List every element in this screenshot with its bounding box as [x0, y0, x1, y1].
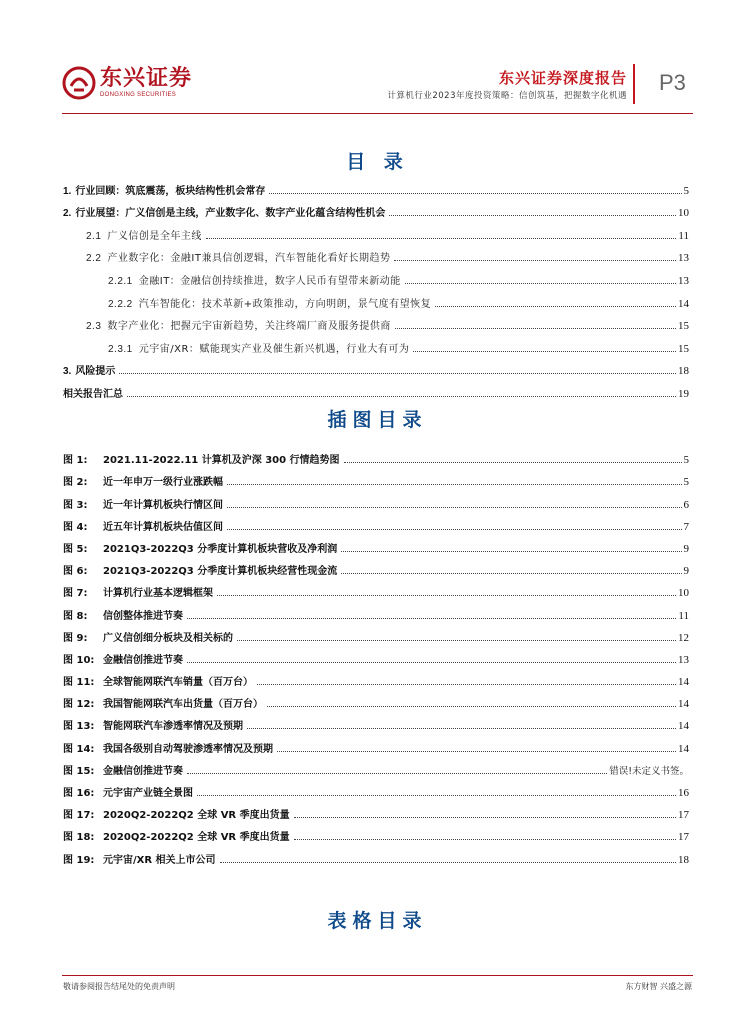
figure-caption: 信创整体推进节奏: [103, 610, 183, 622]
toc-entry-page: 13: [678, 252, 689, 265]
toc-entry-label: 产业数字化：金融IT兼具信创逻辑，汽车智能化看好长期趋势: [107, 253, 391, 265]
figure-page: 17: [678, 809, 689, 822]
toc-entry-number: 2.: [63, 208, 72, 220]
figure-page: 5: [683, 476, 689, 489]
toc-entry[interactable]: [63, 242, 689, 265]
dot-leader: [119, 373, 676, 374]
figure-caption: 2020Q2-2022Q2 全球 VR 季度出货量: [103, 810, 290, 822]
toc-entry-page: 13: [678, 274, 689, 287]
figure-page: 10: [678, 587, 689, 600]
figure-page: 6: [683, 498, 689, 511]
figure-entry[interactable]: [63, 622, 689, 644]
toc-entry[interactable]: [63, 377, 689, 400]
toc-entry[interactable]: [63, 310, 689, 333]
dot-leader: [227, 484, 682, 485]
figure-number: 图 19:: [63, 854, 95, 866]
figure-entry[interactable]: [63, 555, 689, 577]
figure-number: 图 11:: [63, 677, 95, 689]
toc-entry-label: 金融IT：金融信创持续推进，数字人民币有望带来新动能: [138, 275, 401, 287]
dot-leader: [227, 529, 682, 530]
dot-leader: [257, 684, 676, 685]
dot-leader: [294, 817, 676, 818]
figure-caption: 我国智能网联汽车出货量（百万台）: [103, 699, 263, 711]
dot-leader: [344, 462, 682, 463]
figure-page: 7: [683, 520, 689, 533]
dot-leader: [413, 351, 676, 352]
figure-entry[interactable]: [63, 732, 689, 754]
figure-caption: 近一年申万一级行业涨跌幅: [103, 477, 223, 489]
figure-entry[interactable]: [63, 533, 689, 555]
header-rule: [62, 113, 693, 114]
figure-number: 图 16:: [63, 788, 95, 799]
dongxing-logo-icon: [62, 66, 96, 100]
toc-entry-label: 汽车智能化：技术革新+政策推动，方向明朗，景气度有望恢复: [138, 298, 432, 310]
figure-entry[interactable]: [63, 755, 689, 777]
toc-entry-label: 数字产业化：把握元宇宙新趋势，关注终端厂商及服务提供商: [107, 321, 391, 333]
figure-entry[interactable]: [63, 799, 689, 821]
figure-entry[interactable]: [63, 777, 689, 799]
toc-entry-page: 19: [678, 387, 689, 400]
toc-entry-number: 2.3: [86, 321, 102, 333]
toc-entry-label: 风险提示: [75, 366, 116, 378]
toc-entry-label: 行业展望：广义信创是主线，产业数字化、数字产业化蕴含结构性机会: [75, 208, 386, 220]
figure-entry[interactable]: [63, 466, 689, 488]
dot-leader: [277, 751, 676, 752]
toc-entry-page: 11: [678, 229, 689, 242]
figure-number: 图 6:: [63, 566, 88, 578]
figure-number: 图 12:: [63, 699, 95, 711]
toc-entry[interactable]: [63, 174, 689, 197]
figure-page: 18: [678, 853, 689, 866]
figure-number: 图 7:: [63, 588, 88, 600]
dot-leader: [341, 573, 681, 574]
logo-en-text: DONGXING SECURITIES: [100, 92, 177, 98]
figure-number: 图 4:: [63, 521, 88, 533]
figure-caption: 近五年计算机板块估值区间: [103, 521, 223, 533]
toc-entry-label: 行业回顾：筑底震荡，板块结构性机会常存: [75, 185, 266, 197]
dot-leader: [405, 283, 676, 284]
figure-entry[interactable]: [63, 644, 689, 666]
figure-list: [63, 444, 689, 866]
figure-caption: 智能网联汽车渗透率情况及预期: [103, 721, 243, 733]
dot-leader: [220, 862, 676, 863]
footer-slogan: 东方财智 兴盛之源: [625, 982, 692, 991]
figure-entry[interactable]: [63, 688, 689, 710]
figure-entry[interactable]: [63, 821, 689, 843]
dot-leader: [394, 260, 676, 261]
figure-caption: 元宇宙/XR 相关上市公司: [103, 854, 216, 866]
figure-entry[interactable]: [63, 666, 689, 688]
toc-entry[interactable]: [63, 355, 689, 378]
figure-caption: 近一年计算机板块行情区间: [103, 499, 223, 511]
figure-number: 图 3:: [63, 499, 88, 511]
figure-entry[interactable]: [63, 843, 689, 865]
header-divider: [633, 64, 635, 104]
toc-entry[interactable]: [63, 197, 689, 220]
figure-caption: 全球智能网联汽车销量（百万台）: [103, 677, 253, 689]
figure-entry[interactable]: [63, 444, 689, 466]
figure-caption: 计算机行业基本逻辑框架: [103, 588, 213, 600]
toc-entry-number: 2.2.1: [108, 275, 133, 287]
bookmark-error-text: 错误!未定义书签。: [609, 765, 689, 777]
figure-number: 图 2:: [63, 477, 88, 489]
figure-page: 9: [683, 542, 689, 555]
dot-leader: [269, 193, 681, 194]
figure-page: 17: [678, 831, 689, 844]
dot-leader: [217, 595, 676, 596]
disclaimer-note: 敬请参阅报告结尾处的免责声明: [63, 982, 175, 991]
figure-caption: 2021.11-2022.11 计算机及沪深 300 行情趋势图: [103, 455, 340, 467]
toc-entry-number: 2.1: [86, 230, 102, 242]
toc-entry[interactable]: [63, 219, 689, 242]
figure-number: 图 18:: [63, 832, 95, 844]
toc-entry-page: 15: [678, 320, 689, 333]
figure-number: 图 5:: [63, 543, 88, 555]
toc-entry-number: 1.: [63, 185, 72, 197]
figure-entry[interactable]: [63, 599, 689, 621]
figure-caption: 2021Q3-2022Q3 分季度计算机板块经营性现金流: [103, 566, 338, 578]
toc-entry-page: 14: [678, 297, 689, 310]
toc-entry[interactable]: [63, 264, 689, 287]
dot-leader: [247, 728, 676, 729]
dot-leader: [389, 215, 676, 216]
figure-entry[interactable]: [63, 577, 689, 599]
dot-leader: [395, 328, 676, 329]
page-number: P3: [659, 70, 686, 95]
figure-page: 14: [678, 720, 689, 733]
figure-number: 图 14:: [63, 743, 95, 755]
toc-entry[interactable]: [63, 287, 689, 310]
figure-number: 图 8:: [63, 610, 88, 622]
toc-entry-number: 2.2: [86, 253, 102, 265]
toc-entry-number: 2.3.1: [108, 343, 133, 355]
figure-number: 图 17:: [63, 810, 95, 822]
figure-page: 12: [678, 631, 689, 644]
figure-page: 16: [678, 787, 689, 799]
figure-number: 图 1:: [63, 455, 88, 467]
report-subtitle: 计算机行业2023年度投资策略：信创筑基，把握数字化机遇: [387, 91, 627, 101]
figure-page: 11: [678, 609, 689, 622]
company-logo: [62, 66, 192, 100]
figure-number: 图 9:: [63, 632, 88, 644]
figure-caption: 元宇宙产业链全景图: [103, 788, 193, 799]
figure-page: 14: [678, 676, 689, 689]
report-title: 东兴证券深度报告: [498, 69, 627, 87]
dot-leader: [127, 396, 676, 397]
toc-title: 目 录: [346, 151, 409, 173]
footer-rule: [62, 975, 693, 976]
figure-caption: 金融信创推进节奏: [103, 765, 183, 777]
dot-leader: [435, 306, 676, 307]
toc-entry-label: 广义信创是全年主线: [107, 230, 202, 242]
figure-page: 5: [683, 454, 689, 467]
figure-page: 9: [683, 565, 689, 578]
figure-number: 图 10:: [63, 654, 95, 666]
figure-entry[interactable]: [63, 511, 689, 533]
figure-entry[interactable]: [63, 710, 689, 732]
toc-entry[interactable]: [63, 332, 689, 355]
dot-leader: [341, 551, 681, 552]
figure-page: 13: [678, 653, 689, 666]
figure-caption: 我国各级别自动驾驶渗透率情况及预期: [103, 743, 273, 755]
toc-entry-label: 元宇宙/XR：赋能现实产业及催生新兴机遇，行业大有可为: [138, 343, 410, 355]
toc-entry-page: 10: [678, 207, 689, 220]
toc-entry-number: 3.: [63, 366, 72, 378]
figure-caption: 2021Q3-2022Q3 分季度计算机板块营收及净利润: [103, 543, 338, 555]
toc-entry-label: 相关报告汇总: [63, 388, 123, 400]
logo-cn-text: 东兴证券: [100, 66, 193, 91]
dot-leader: [187, 662, 676, 663]
dot-leader: [294, 839, 676, 840]
dot-leader: [187, 773, 607, 774]
figure-page: 14: [678, 742, 689, 755]
dot-leader: [267, 706, 676, 707]
figure-caption: 金融信创推进节奏: [103, 654, 183, 666]
figure-number: 图 15:: [63, 765, 95, 777]
figure-page: 14: [678, 698, 689, 711]
dot-leader: [237, 640, 676, 641]
figure-number: 图 13:: [63, 721, 95, 733]
toc-entry-page: 15: [678, 342, 689, 355]
dot-leader: [187, 618, 676, 619]
dot-leader: [197, 795, 676, 796]
dot-leader: [227, 507, 682, 508]
figures-title: 插图目录: [327, 409, 428, 431]
figure-caption: 2020Q2-2022Q2 全球 VR 季度出货量: [103, 832, 290, 844]
table-of-contents: [63, 174, 689, 400]
toc-entry-number: 2.2.2: [108, 298, 133, 310]
toc-entry-page: 5: [683, 184, 689, 197]
figure-entry[interactable]: [63, 488, 689, 510]
toc-entry-page: 18: [678, 365, 689, 378]
dot-leader: [206, 238, 677, 239]
tables-title: 表格目录: [327, 910, 428, 932]
figure-caption: 广义信创细分板块及相关标的: [103, 632, 233, 644]
